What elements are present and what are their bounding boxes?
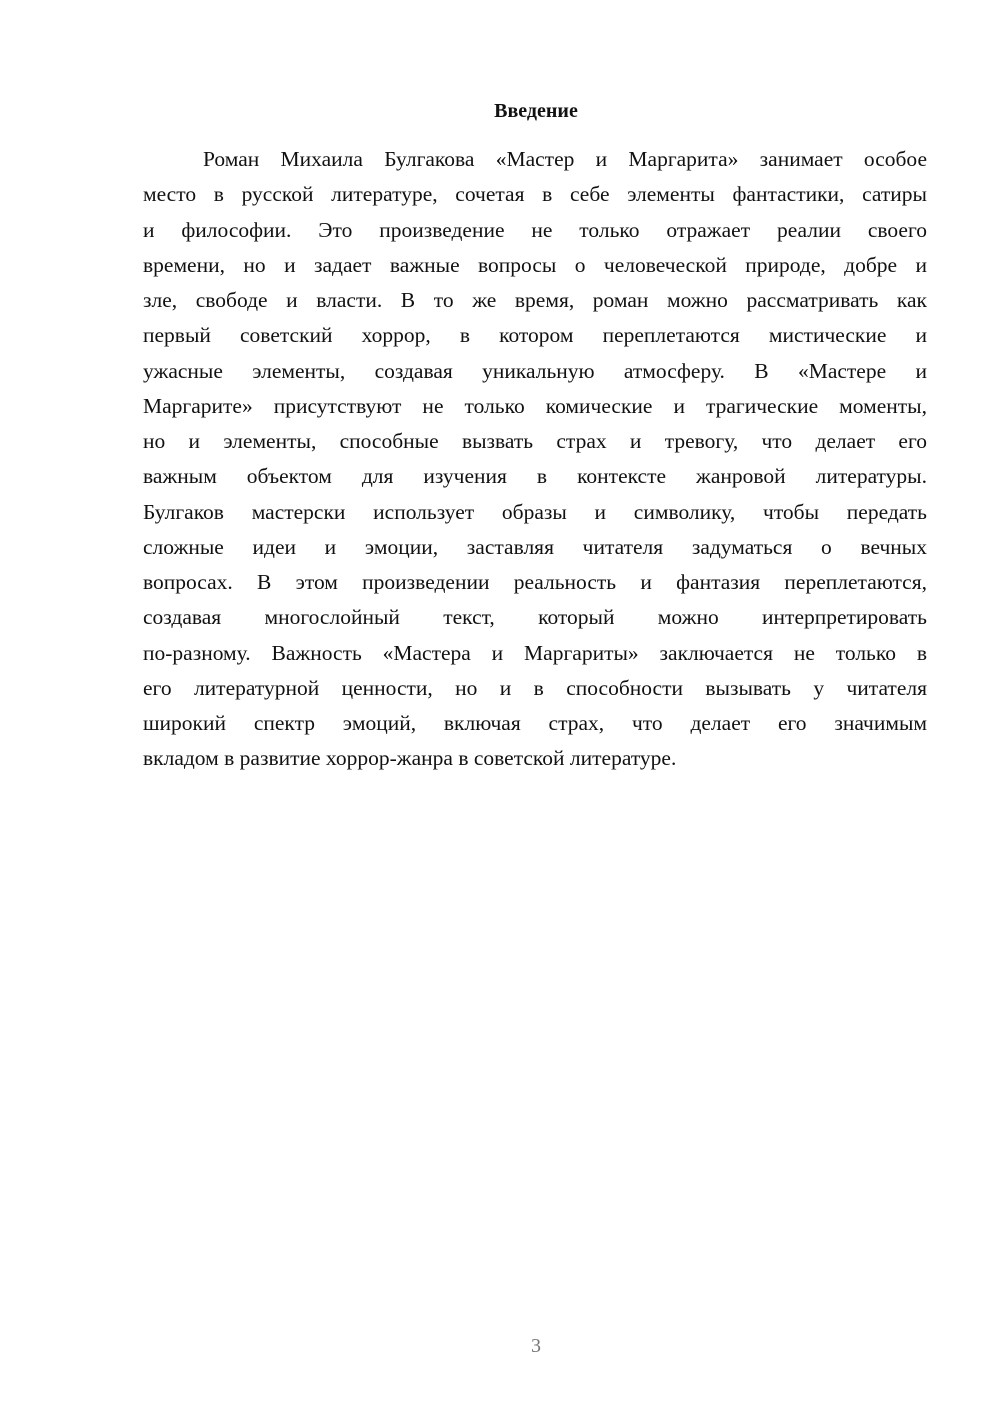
- paragraph-line: Булгаков мастерски использует образы и символику, чтобы передать: [143, 499, 927, 524]
- paragraph-line: вопросах. В этом произведении реальность и фантазия переплетаются,: [143, 570, 927, 594]
- paragraph-line: ужасные элементы, создавая уникальную атмосферу. В «Мастере и: [143, 358, 927, 383]
- paragraph-line: широкий спектр эмоций, включая страх, что делает его значимым: [143, 711, 927, 735]
- section-heading: Введение: [494, 100, 578, 122]
- paragraph-line: по-разному. Важность «Мастера и Маргариты» заключается не только в: [143, 640, 927, 665]
- page-number: 3: [531, 1335, 541, 1357]
- paragraph-line: первый советский хоррор, в котором переплетаются мистические и: [143, 323, 927, 348]
- paragraph-line: и философии. Это произведение не только отражает реалии своего: [143, 217, 927, 242]
- paragraph-line: зле, свободе и власти. В то же время, роман можно рассматривать как: [143, 288, 927, 312]
- paragraph-line: вкладом в развитие хоррор-жанра в советской литературе.: [143, 746, 677, 771]
- body-paragraph: [143, 142, 927, 777]
- paragraph-line: времени, но и задает важные вопросы о человеческой природе, добре и: [143, 252, 927, 277]
- paragraph-line: сложные идеи и эмоции, заставляя читателя задуматься о вечных: [143, 534, 927, 559]
- paragraph-line: его литературной ценности, но и в способности вызывать у читателя: [143, 675, 927, 700]
- paragraph-line: создавая многослойный текст, который можно интерпретировать: [143, 605, 927, 630]
- paragraph-line: место в русской литературе, сочетая в себе элементы фантастики, сатиры: [143, 182, 927, 207]
- paragraph-line: Маргарите» присутствуют не только комические и трагические моменты,: [143, 393, 927, 418]
- paragraph-line: важным объектом для изучения в контексте жанровой литературы.: [143, 464, 927, 489]
- paragraph-line: но и элементы, способные вызвать страх и тревогу, что делает его: [143, 429, 927, 453]
- paragraph-line: Роман Михаила Булгакова «Мастер и Маргарита» занимает особое: [203, 147, 927, 171]
